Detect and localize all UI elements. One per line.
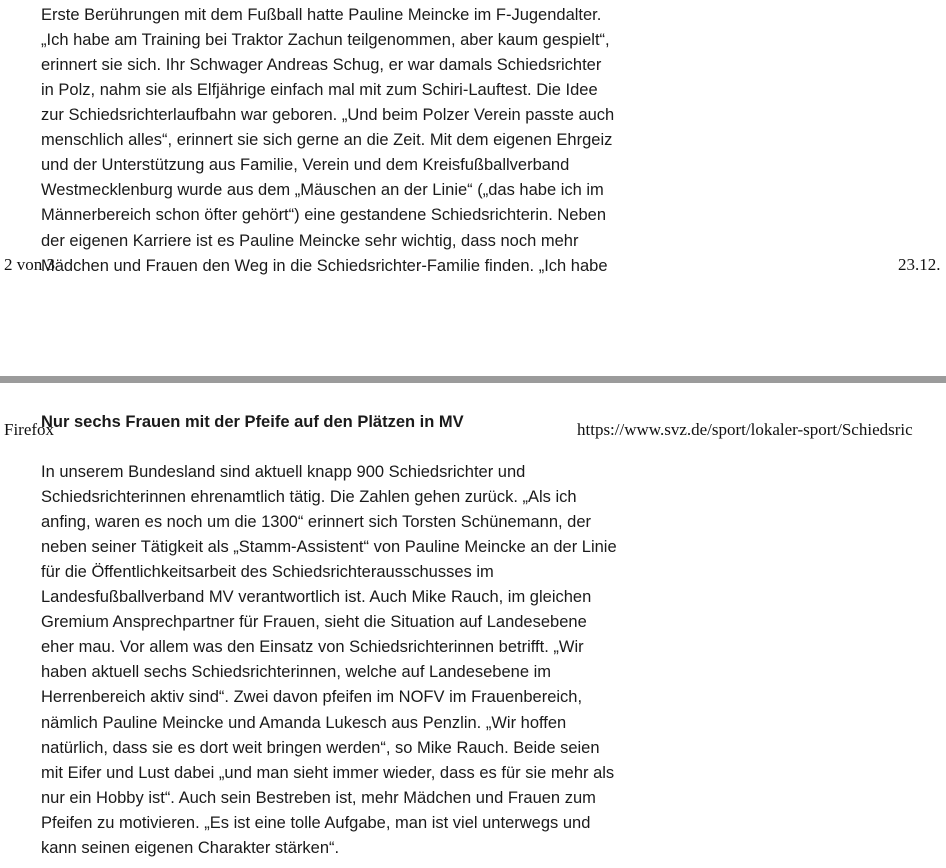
text-line: Herrenbereich aktiv sind“. Zwei davon pfeifen im NOFV im Frauenbereich, bbox=[41, 688, 583, 706]
section-heading: Nur sechs Frauen mit der Pfeife auf den Plätzen in MV bbox=[41, 413, 464, 431]
text-line: eher mau. Vor allem was den Einsatz von Schiedsrichterinnen betrifft. „Wir bbox=[41, 638, 584, 656]
text-line: Landesfußballverband MV verantwortlich ist. Auch Mike Rauch, im gleichen bbox=[41, 588, 592, 606]
text-line: In unserem Bundesland sind aktuell knapp 900 Schiedsrichter und bbox=[41, 463, 526, 481]
text-line: neben seiner Tätigkeit als „Stamm-Assistent“ von Pauline Meincke an der Linie bbox=[41, 538, 617, 556]
text-line: Westmecklenburg wurde aus dem „Mäuschen an der Linie“ („das habe ich im bbox=[41, 181, 604, 199]
text-line: Schiedsrichterinnen ehrenamtlich tätig. Die Zahlen gehen zurück. „Als ich bbox=[41, 488, 577, 506]
text-line: Erste Berührungen mit dem Fußball hatte Pauline Meincke im F-Jugendalter. bbox=[41, 6, 602, 24]
text-line: natürlich, dass sie es dort weit bringen werden“, so Mike Rauch. Beide seien bbox=[41, 739, 600, 757]
browser-name: Firefox bbox=[4, 420, 55, 439]
page-url: https://www.svz.de/sport/lokaler-sport/Schiedsric bbox=[577, 420, 913, 439]
text-line: in Polz, nahm sie als Elfjährige einfach mal mit zum Schiri-Lauftest. Die Idee bbox=[41, 81, 598, 99]
text-line: haben aktuell sechs Schiedsrichterinnen, welche auf Landesebene im bbox=[41, 663, 551, 681]
print-date: 23.12. bbox=[898, 255, 941, 274]
text-line: der eigenen Karriere ist es Pauline Meincke sehr wichtig, dass noch mehr bbox=[41, 232, 579, 250]
text-line: menschlich alles“, erinnert sie sich gerne an die Zeit. Mit dem eigenen Ehrgeiz bbox=[41, 131, 613, 149]
text-line: mit Eifer und Lust dabei „und man sieht immer wieder, dass es für sie mehr als bbox=[41, 764, 615, 782]
text-line: anfing, waren es noch um die 1300“ erinnert sich Torsten Schünemann, der bbox=[41, 513, 592, 531]
text-line: für die Öffentlichkeitsarbeit des Schiedsrichterausschusses im bbox=[41, 563, 494, 581]
text-line: „Ich habe am Training bei Traktor Zachun teilgenommen, aber kaum gespielt“, bbox=[41, 31, 610, 49]
text-line: Männerbereich schon öfter gehört“) eine gestandene Schiedsrichterin. Neben bbox=[41, 206, 607, 224]
text-line: nämlich Pauline Meincke und Amanda Lukesch aus Penzlin. „Wir hoffen bbox=[41, 714, 567, 732]
text-line: kann seinen eigenen Charakter stärken“. bbox=[41, 839, 340, 857]
text-line: nur ein Hobby ist“. Auch sein Bestreben ist, mehr Mädchen und Frauen zum bbox=[41, 789, 596, 807]
text-line: Pfeifen zu motivieren. „Es ist eine tolle Aufgabe, man ist viel unterwegs und bbox=[41, 814, 591, 832]
text-line: und der Unterstützung aus Familie, Verein und dem Kreisfußballverband bbox=[41, 156, 570, 174]
page-counter: 2 von 3 bbox=[4, 255, 55, 274]
text-line: erinnert sie sich. Ihr Schwager Andreas Schug, er war damals Schiedsrichter bbox=[41, 56, 602, 74]
text-line: Mädchen und Frauen den Weg in die Schiedsrichter-Familie finden. „Ich habe bbox=[41, 257, 608, 275]
text-line: Gremium Ansprechpartner für Frauen, sieht die Situation auf Landesebene bbox=[41, 613, 587, 631]
text-line: zur Schiedsrichterlaufbahn war geboren. „Und beim Polzer Verein passte auch bbox=[41, 106, 615, 124]
page-separator bbox=[0, 376, 946, 383]
